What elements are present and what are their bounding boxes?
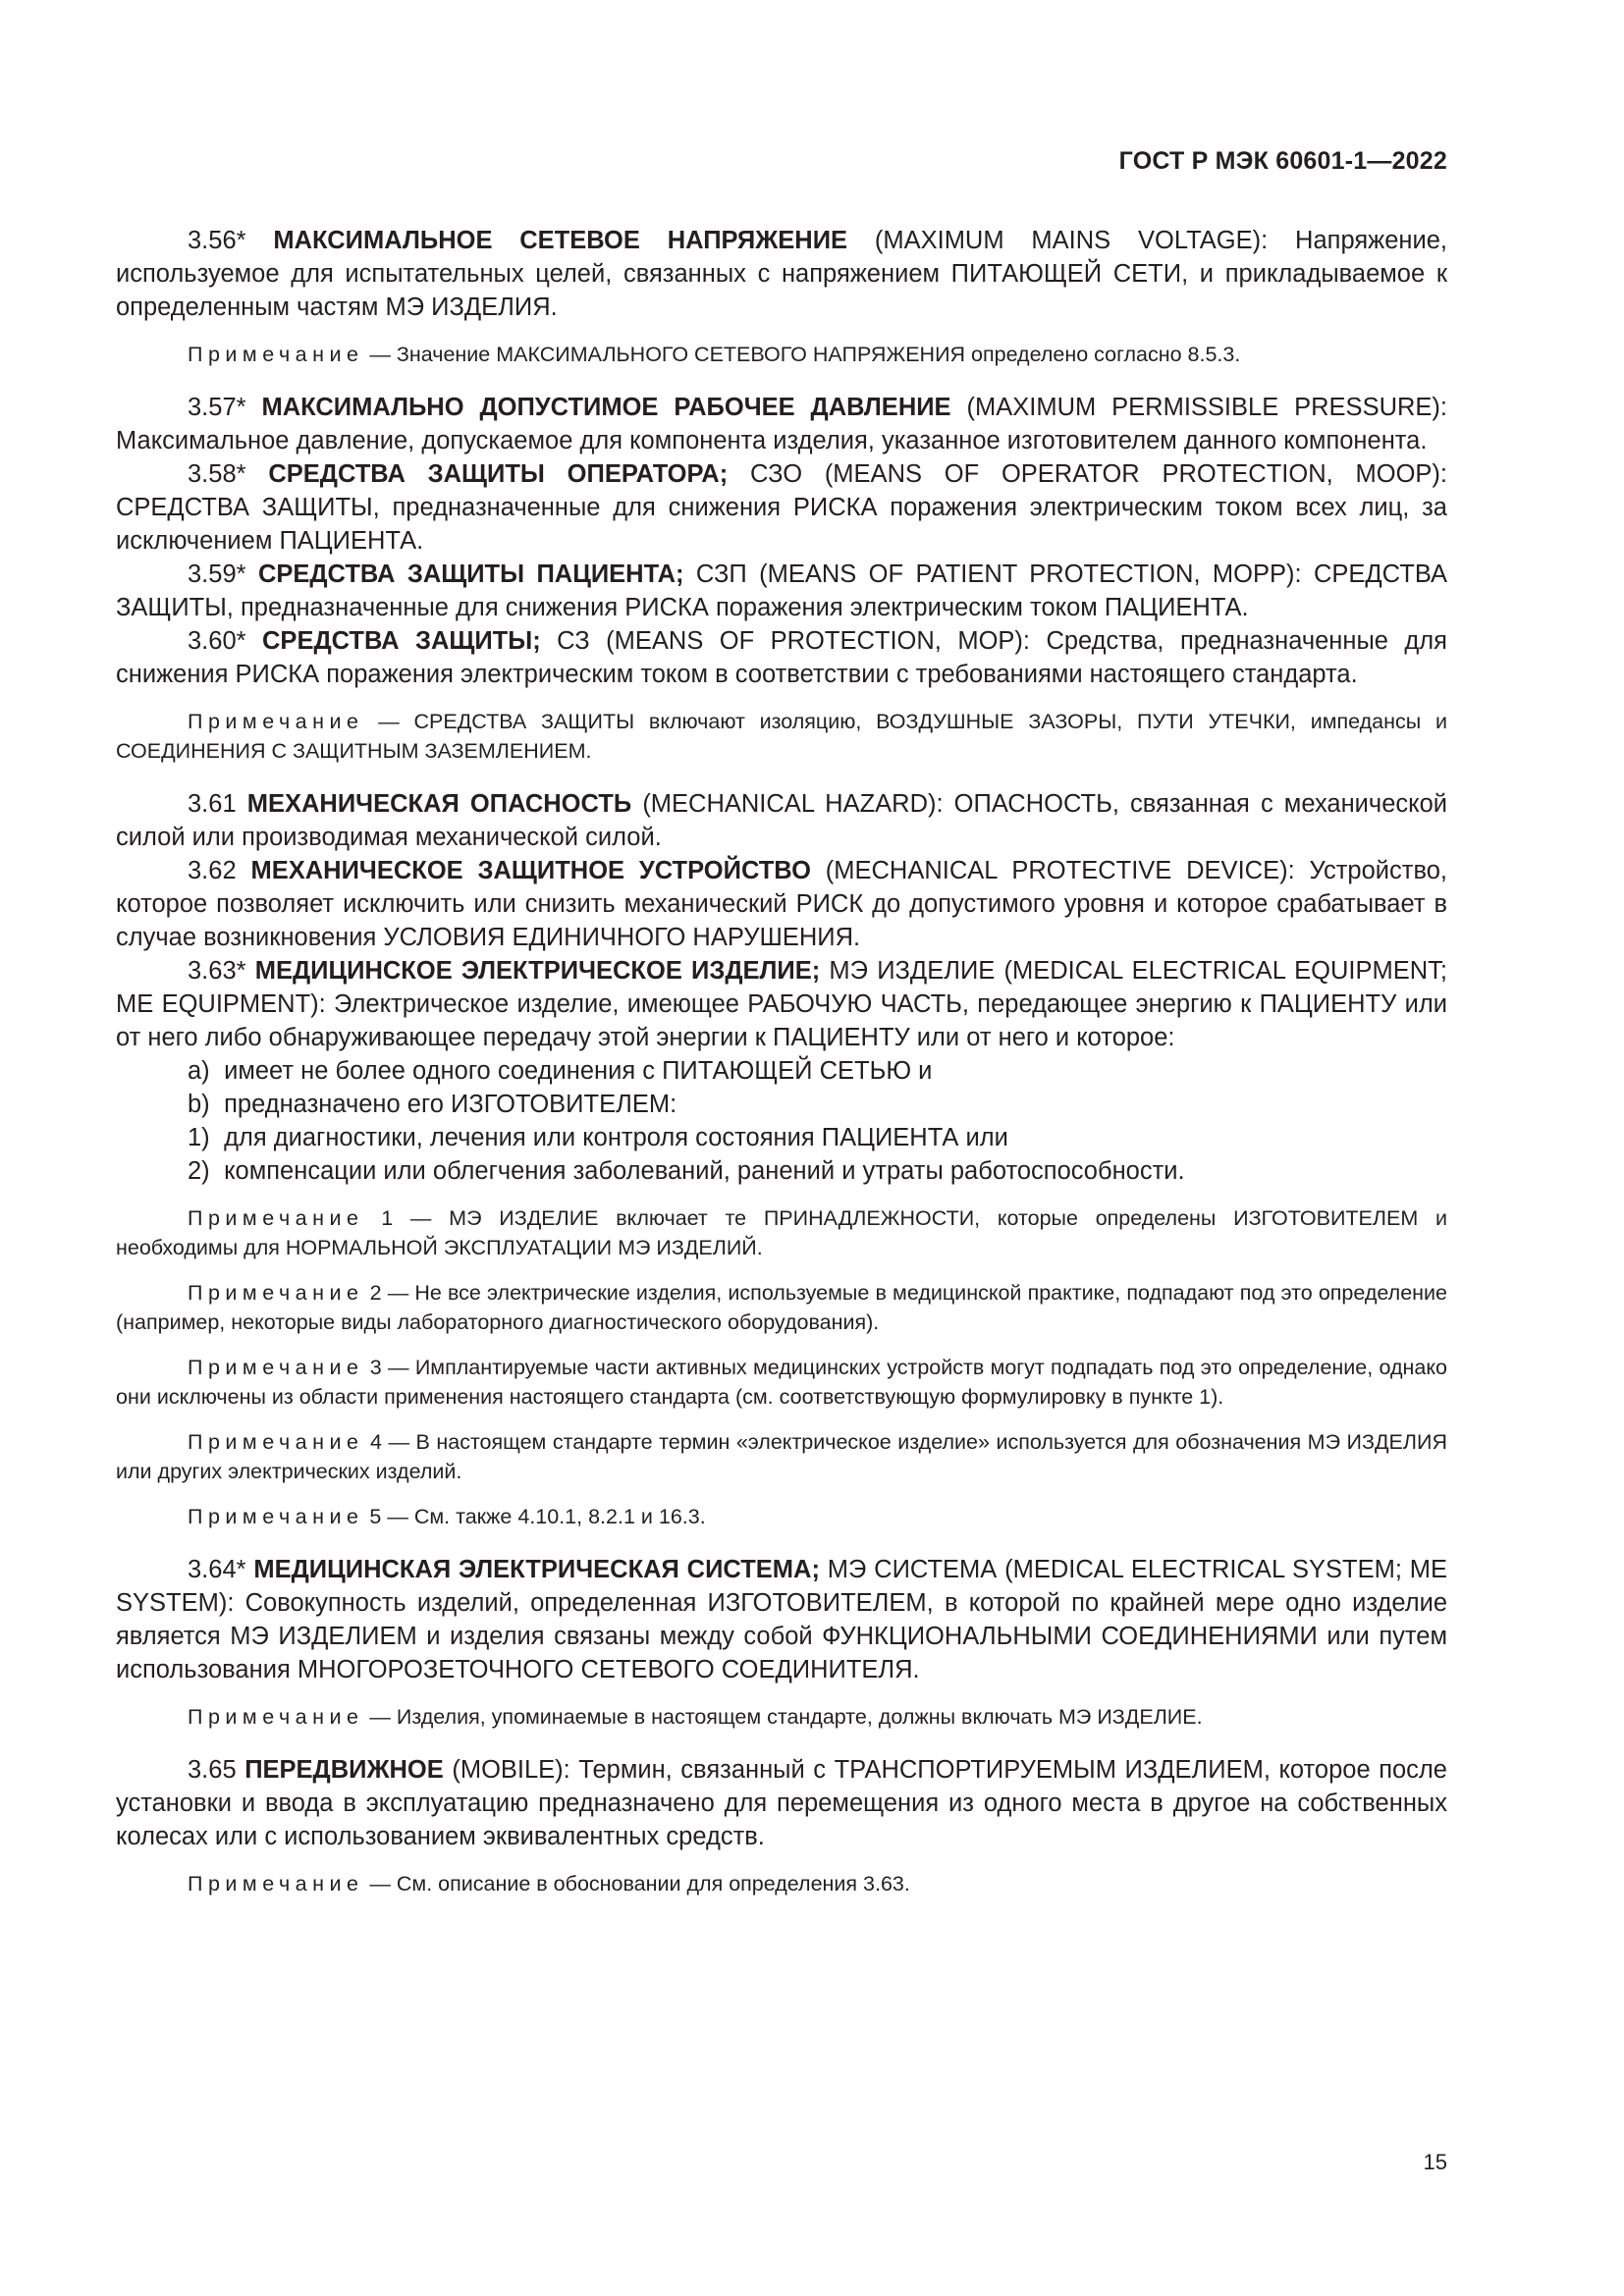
term-title: СРЕДСТВА ЗАЩИТЫ ПАЦИЕНТА; <box>257 561 684 588</box>
term-definition: (MECHANICAL HAZARD): ОПАСНОСТЬ, связанная с механической силой или производимая механической силой. <box>116 790 1448 851</box>
term-definition: (MAXIMUM MAINS VOLTAGE): Напряжение, используемое для испытательных целей, связанных с напряжением ПИТАЮЩЕЙ СЕТИ, и прикладываемое к определенным частям МЭ ИЗДЕЛИЯ. <box>116 227 1447 321</box>
document-body <box>116 224 1447 1898</box>
note-text: — Изделия, упоминаемые в настоящем стандарте, должны включать МЭ ИЗДЕЛИЕ. <box>363 1705 1203 1729</box>
note-label: Примечание <box>188 710 364 733</box>
note-label: Примечание <box>188 1356 364 1379</box>
term-title: МЕДИЦИНСКАЯ ЭЛЕКТРИЧЕСКАЯ СИСТЕМА; <box>253 1556 820 1583</box>
note-text: 3 — Имплантируемые части активных медицинских устройств могут подпадать под это определение, однако они исключены из области применения настоящего стандарта (см. соответствующую формулировку в пункте 1). <box>116 1356 1447 1409</box>
list-marker: 2) <box>188 1157 210 1185</box>
term-title: МЕХАНИЧЕСКАЯ ОПАСНОСТЬ <box>246 790 632 818</box>
term-title: СРЕДСТВА ЗАЩИТЫ; <box>262 627 541 655</box>
list-item <box>116 1088 1447 1121</box>
note-text: 1 — МЭ ИЗДЕЛИЕ включает те ПРИНАДЛЕЖНОСТИ, которые определены ИЗГОТОВИТЕЛЕМ и необходимы для НОРМАЛЬНОЙ ЭКСПЛУАТАЦИИ МЭ ИЗДЕЛИЙ. <box>116 1206 1447 1259</box>
note-label: Примечание <box>188 1281 364 1305</box>
note <box>116 1353 1447 1412</box>
note-label: Примечание <box>188 1505 364 1528</box>
note-text: — СРЕДСТВА ЗАЩИТЫ включают изоляцию, ВОЗДУШНЫЕ ЗАЗОРЫ, ПУТИ УТЕЧКИ, импедансы и СОЕДИНЕНИЯ С ЗАЩИТНЫМ ЗАЗЕМЛЕНИЕМ. <box>116 710 1447 763</box>
list-text: предназначено его ИЗГОТОВИТЕЛЕМ: <box>224 1091 677 1118</box>
note-label: Примечание <box>188 1206 364 1230</box>
term-entry-3-58 <box>116 457 1447 558</box>
term-definition: СЗО (MEANS OF OPERATOR PROTECTION, MOOP): СРЕДСТВА ЗАЩИТЫ, предназначенные для снижения РИСКА поражения электрическим током всех лиц, за исключением ПАЦИЕНТА. <box>116 460 1447 555</box>
term-title: МАКСИМАЛЬНОЕ СЕТЕВОЕ НАПРЯЖЕНИЕ <box>273 227 848 254</box>
note-label: Примечание <box>188 1872 364 1896</box>
term-entry-3-57 <box>116 391 1447 457</box>
list-text: имеет не более одного соединения с ПИТАЮЩЕЙ СЕТЬЮ и <box>224 1057 933 1085</box>
term-title: ПЕРЕДВИЖНОЕ <box>244 1756 444 1784</box>
term-definition: МЭ СИСТЕМА (MEDICAL ELECTRICAL SYSTEM; ME SYSTEM): Совокупность изделий, определенная ИЗГОТОВИТЕЛЕМ, в которой по крайней мере одно изделие является МЭ ИЗДЕЛИЕМ и изделия связаны между собой ФУНКЦИОНАЛЬНЫМИ СОЕДИНЕНИЯМИ или путем использования МНОГОРОЗЕТОЧНОГО СЕТЕВОГО СОЕДИНИТЕЛЯ. <box>116 1556 1447 1683</box>
list-marker: b) <box>188 1091 210 1118</box>
list-marker: 1) <box>188 1124 210 1151</box>
term-number: 3.57* <box>188 394 246 421</box>
term-number: 3.60* <box>188 627 246 655</box>
term-entry-3-59 <box>116 558 1447 624</box>
note-text: 2 — Не все электрические изделия, используемые в медицинской практике, подпадают под это определение (например, некоторые виды лабораторного диагностического оборудования). <box>116 1281 1447 1334</box>
term-number: 3.56* <box>188 227 246 254</box>
term-number: 3.65 <box>188 1756 237 1784</box>
term-definition: МЭ ИЗДЕЛИЕ (MEDICAL ELECTRICAL EQUIPMENT; ME EQUIPMENT): Электрическое изделие, имеющее РАБОЧУЮ ЧАСТЬ, передающее энергию к ПАЦИЕНТУ или от него либо обнаруживающее передачу этой энергии к ПАЦИЕНТУ или от него и которое: <box>116 957 1447 1051</box>
note-text: — Значение МАКСИМАЛЬНОГО СЕТЕВОГО НАПРЯЖЕНИЯ определено согласно 8.5.3. <box>363 343 1241 366</box>
note <box>116 1203 1447 1262</box>
term-entry-3-65 <box>116 1753 1447 1853</box>
term-entry-3-61 <box>116 787 1447 854</box>
list-item <box>116 1121 1447 1154</box>
term-number: 3.58* <box>188 460 246 488</box>
term-entry-3-62 <box>116 854 1447 954</box>
term-definition: СЗ (MEANS OF PROTECTION, MOP): Средства, предназначенные для снижения РИСКА поражения электрическим током в соответствии с требованиями настоящего стандарта. <box>116 627 1447 688</box>
term-number: 3.59* <box>188 561 246 588</box>
note <box>116 1427 1447 1486</box>
note <box>116 1278 1447 1337</box>
note <box>116 1869 1447 1898</box>
note <box>116 340 1447 369</box>
term-entry-3-56 <box>116 224 1447 324</box>
term-number: 3.63* <box>188 957 246 985</box>
note <box>116 1502 1447 1531</box>
term-title: МЕДИЦИНСКОЕ ЭЛЕКТРИЧЕСКОЕ ИЗДЕЛИЕ; <box>254 957 821 985</box>
note-label: Примечание <box>188 343 364 366</box>
term-title: МАКСИМАЛЬНО ДОПУСТИМОЕ РАБОЧЕЕ ДАВЛЕНИЕ <box>261 394 951 421</box>
note-text: 4 — В настоящем стандарте термин «электрическое изделие» используется для обозначения МЭ ИЗДЕЛИЯ или других электрических изделий. <box>116 1430 1447 1483</box>
note-label: Примечание <box>188 1430 364 1454</box>
list-text: для диагностики, лечения или контроля состояния ПАЦИЕНТА или <box>224 1124 1008 1151</box>
term-definition: (MAXIMUM PERMISSIBLE PRESSURE): Максимальное давление, допускаемое для компонента изделия, указанное изготовителем данного компонента. <box>116 394 1447 454</box>
term-entry-3-63 <box>116 954 1447 1054</box>
list-text: компенсации или облегчения заболеваний, ранений и утраты работоспособности. <box>224 1157 1185 1185</box>
note-text: 5 — См. также 4.10.1, 8.2.1 и 16.3. <box>363 1505 706 1528</box>
list-marker: a) <box>188 1057 210 1085</box>
note <box>116 707 1447 766</box>
term-number: 3.62 <box>188 857 237 884</box>
criteria-list <box>116 1054 1447 1188</box>
term-entry-3-64 <box>116 1553 1447 1686</box>
term-entry-3-60 <box>116 624 1447 691</box>
list-item <box>116 1054 1447 1088</box>
note-text: — См. описание в обосновании для определения 3.63. <box>363 1872 910 1896</box>
term-definition: (MOBILE): Термин, связанный с ТРАНСПОРТИРУЕМЫМ ИЗДЕЛИЕМ, которое после установки и ввода в эксплуатацию предназначено для перемещения из одного места в другое на собственных колесах или с использованием эквивалентных средств. <box>116 1756 1447 1850</box>
standard-code-header: ГОСТ Р МЭК 60601-1—2022 <box>1118 147 1447 175</box>
term-number: 3.64* <box>188 1556 246 1583</box>
term-definition: СЗП (MEANS OF PATIENT PROTECTION, MOPP): СРЕДСТВА ЗАЩИТЫ, предназначенные для снижения РИСКА поражения электрическим током ПАЦИЕНТА. <box>116 561 1447 621</box>
list-item <box>116 1154 1447 1188</box>
term-title: СРЕДСТВА ЗАЩИТЫ ОПЕРАТОРА; <box>268 460 729 488</box>
term-title: МЕХАНИЧЕСКОЕ ЗАЩИТНОЕ УСТРОЙСТВО <box>250 857 811 884</box>
term-definition: (MECHANICAL PROTECTIVE DEVICE): Устройство, которое позволяет исключить или снизить механический РИСК до допустимого уровня и которое срабатывает в случае возникновения УСЛОВИЯ ЕДИНИЧНОГО НАРУШЕНИЯ. <box>116 857 1447 951</box>
note <box>116 1702 1447 1732</box>
page-number: 15 <box>1423 2150 1447 2174</box>
term-number: 3.61 <box>188 790 237 818</box>
note-label: Примечание <box>188 1705 364 1729</box>
